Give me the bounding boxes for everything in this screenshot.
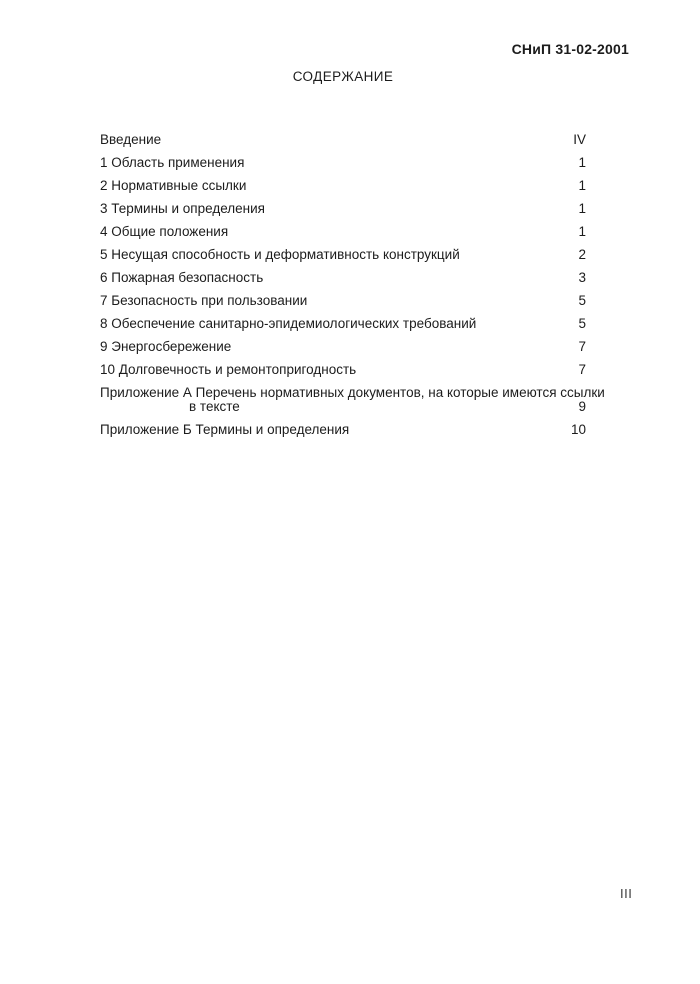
toc-entry-label [100, 317, 566, 331]
toc-entry-text: 6 Пожарная безопасность [100, 270, 264, 285]
toc-entry-page: 1 [578, 224, 586, 239]
toc-entry-label [100, 363, 566, 377]
toc-entry-page: 3 [578, 270, 586, 285]
toc-entry [100, 317, 586, 331]
toc-entry [100, 340, 586, 354]
toc-entry-text-continuation: в тексте [189, 399, 240, 414]
toc-entry [100, 271, 586, 285]
toc-entry [100, 248, 586, 262]
toc-entry-label [100, 156, 566, 170]
toc-entry-page: 1 [578, 178, 586, 193]
toc-entry-page: 10 [570, 422, 586, 437]
toc-entry [100, 225, 586, 239]
document-code: СНиП 31-02-2001 [511, 41, 629, 57]
toc-entry-text: 4 Общие положения [100, 224, 229, 239]
toc-entry-text: 9 Энергосбережение [100, 339, 232, 354]
toc-entry [100, 133, 586, 147]
toc-entry-text: Приложение А Перечень нормативных документов, на которые имеются ссылки [100, 385, 605, 400]
toc-entry-label [100, 340, 566, 354]
toc-entry-page: 5 [578, 316, 586, 331]
toc-list [100, 132, 605, 446]
toc-entry-text: Приложение Б Термины и определения [100, 422, 350, 437]
toc-entry-text: 10 Долговечность и ремонтопригодность [100, 362, 357, 377]
toc-entry-text: 5 Несущая способность и деформативность конструкций [100, 247, 460, 262]
toc-entry [100, 294, 586, 308]
toc-entry-page: IV [573, 132, 586, 147]
toc-entry-page: 1 [578, 155, 586, 170]
toc-entry-page: 7 [578, 339, 586, 354]
toc-entry-text: 1 Область применения [100, 155, 245, 170]
toc-entry-label [100, 133, 561, 147]
toc-entry-text: 3 Термины и определения [100, 201, 265, 216]
toc-entry-label [100, 294, 566, 308]
toc-entry-label [100, 271, 566, 285]
toc-entry-page: 2 [578, 247, 586, 262]
toc-entry-label [100, 385, 605, 414]
toc-entry [100, 202, 586, 216]
toc-entry-label [100, 423, 559, 437]
page-title: СОДЕРЖАНИЕ [292, 69, 394, 84]
toc-entry [100, 156, 586, 170]
toc-entry-page: 7 [578, 362, 586, 377]
toc-entry-page: 1 [578, 201, 586, 216]
toc-entry-page: 5 [578, 293, 586, 308]
toc-entry-text: 2 Нормативные ссылки [100, 178, 247, 193]
toc-entry-label [100, 225, 566, 239]
toc-entry-page: 9 [578, 399, 586, 414]
toc-entry [100, 363, 586, 377]
toc-entry [100, 423, 586, 437]
toc-entry-label [100, 248, 566, 262]
toc-entry-text: 8 Обеспечение санитарно-эпидемиологических требований [100, 316, 477, 331]
toc-entry-label [100, 202, 566, 216]
toc-entry [100, 179, 586, 193]
toc-entry-text: 7 Безопасность при пользовании [100, 293, 308, 308]
toc-entry-label [100, 179, 566, 193]
toc-entry-text: Введение [100, 132, 162, 147]
toc-entry [100, 385, 605, 414]
page-number: III [620, 886, 633, 901]
